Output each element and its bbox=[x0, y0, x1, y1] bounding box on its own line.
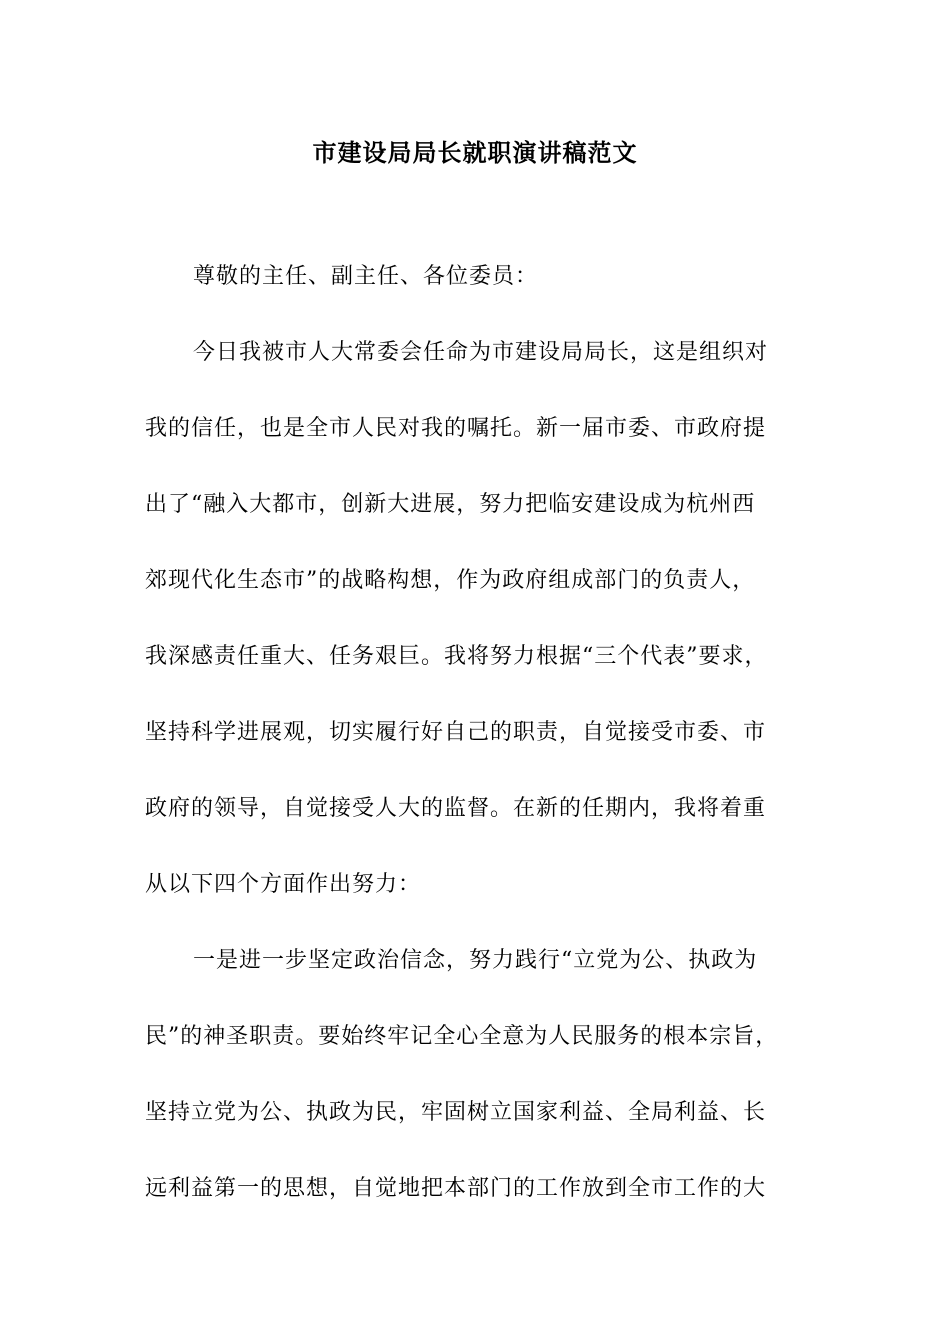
document-body bbox=[145, 252, 845, 1240]
paragraph-line: 民”的神圣职责。要始终牢记全心全意为人民服务的根本宗旨， bbox=[145, 1024, 779, 1049]
paragraph-line: 坚持科学进展观，切实履行好自己的职责，自觉接受市委、市 bbox=[145, 720, 767, 745]
paragraph-line: 出了“融入大都市，创新大进展，努力把临安建设成为杭州西 bbox=[145, 492, 756, 517]
salutation-line: 尊敬的主任、副主任、各位委员： bbox=[193, 264, 539, 289]
paragraph-line: 远利益第一的思想，自觉地把本部门的工作放到全市工作的大 bbox=[145, 1176, 767, 1201]
paragraph-line: 我深感责任重大、任务艰巨。我将努力根据“三个代表”要求， bbox=[145, 644, 768, 669]
paragraph-line: 我的信任，也是全市人民对我的嘱托。新一届市委、市政府提 bbox=[145, 416, 767, 441]
paragraph-line: 政府的领导，自觉接受人大的监督。在新的任期内，我将着重 bbox=[145, 796, 767, 821]
paragraph-line: 从以下四个方面作出努力： bbox=[145, 872, 422, 897]
paragraph-line: 坚持立党为公、执政为民，牢固树立国家利益、全局利益、长 bbox=[145, 1100, 767, 1125]
document-title: 市建设局局长就职演讲稿范文 bbox=[312, 138, 638, 167]
paragraph-line: 一是进一步坚定政治信念，努力践行“立党为公、执政为 bbox=[193, 948, 758, 973]
paragraph-line: 今日我被市人大常委会任命为市建设局局长，这是组织对 bbox=[193, 340, 769, 365]
paragraph-line: 郊现代化生态市”的战略构想，作为政府组成部门的负责人， bbox=[145, 568, 756, 593]
